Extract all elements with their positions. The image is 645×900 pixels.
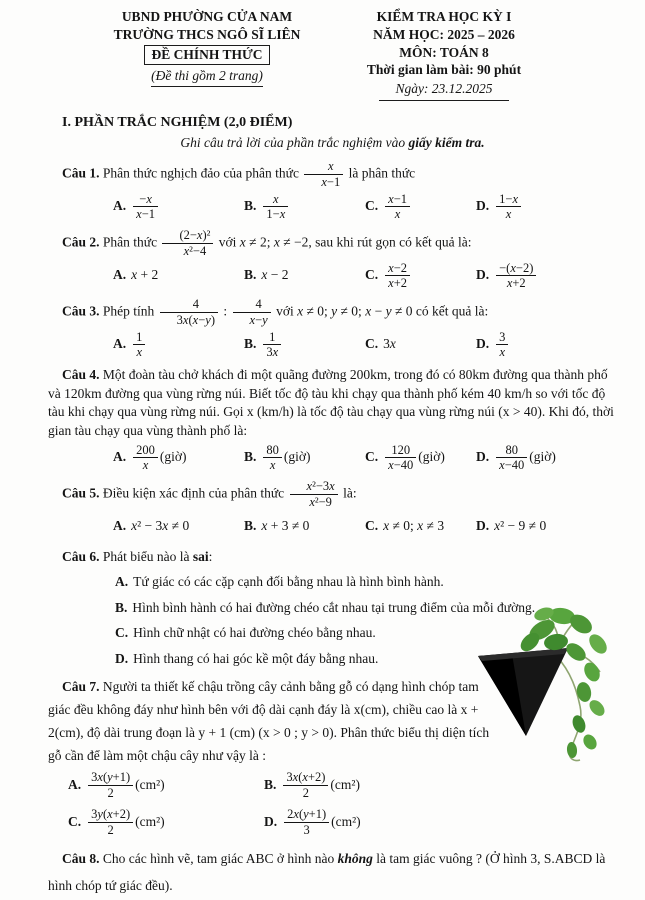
question-5-stem: Câu 5. Điều kiện xác định của phân thức $\frac{\text{x²−3x}}{\text{x²−9}}$ là:	[62, 479, 357, 509]
question-4-stem: Câu 4. Một đoàn tàu chở khách đi một quãng đường 200km, trong đó có 80km đường qua thành phố và 120km đường qua vùng rừng núi. Biết tốc độ tàu khi chạy qua thành phố kém 40 km/h so với tốc độ tàu khi chạy qua vùng rừng núi. Gọi x (km/h) là tốc độ tàu chạy qua vùng rừng núi (x > 40). Khi đó, thời gian tàu chạy qua vùng thành phố là:	[48, 367, 614, 438]
option-label: A.	[113, 336, 127, 352]
question-4-options	[113, 443, 617, 474]
duration: Thời gian làm bài: 90 phút	[366, 62, 522, 78]
option-content: Hình bình hành có hai đường chéo cắt nhau tại trung điểm của mỗi đường.	[132, 599, 536, 615]
fraction: $\frac{\text{(2−x)²}}{\text{x²−4}}$	[162, 228, 213, 259]
exam-info-block	[350, 8, 538, 101]
option-label: C.	[115, 625, 129, 641]
math-expression: x + 3 ≠ 0	[261, 518, 310, 534]
option-label: D.	[476, 198, 490, 214]
option-label: C.	[365, 198, 379, 214]
fraction: $\frac{4}{x-y}$	[233, 297, 271, 328]
math-expression: x² − 9 ≠ 0	[494, 518, 547, 534]
option-a	[113, 192, 244, 223]
option-label: D.	[476, 449, 490, 465]
option-label: D.	[476, 336, 490, 352]
option-a	[113, 330, 244, 361]
option-c	[365, 261, 476, 292]
option-content	[261, 330, 283, 361]
question-5	[48, 479, 617, 542]
issuer-block	[66, 8, 348, 87]
fraction: $\frac{x}{x-1}$	[304, 159, 343, 190]
fraction: $\frac{3x(y+1)}{2}$	[88, 770, 133, 801]
fraction: $\frac{x-2}{x+2}$	[385, 261, 410, 292]
fraction: $\frac{x}{1-x}$	[263, 192, 288, 223]
exam-title: KIỂM TRA HỌC KỲ I	[376, 9, 512, 24]
math-expression: x ≠ 0; y ≠ 0; x − y ≠ 0	[297, 303, 413, 319]
option-label: D.	[476, 267, 490, 283]
option-label: C.	[365, 449, 379, 465]
question-4	[48, 366, 617, 473]
option-c	[365, 512, 476, 542]
option-d	[476, 330, 615, 361]
question-7-options	[68, 770, 617, 839]
question-8	[48, 845, 617, 900]
option-c	[365, 443, 476, 474]
option-content	[131, 330, 147, 361]
option-content	[494, 192, 523, 223]
question-8-stem: Câu 8. Cho các hình vẽ, tam giác ABC ở hình nào không là tam giác vuông ? (Ở hình 3, S.ABCD là hình chóp tứ giác đều).	[48, 850, 606, 894]
math-expression: x + 2	[131, 267, 159, 283]
question-3	[48, 297, 617, 360]
plant-figure	[468, 594, 638, 774]
option-d	[476, 261, 615, 292]
option-label: B.	[264, 777, 277, 793]
option-content	[494, 517, 546, 536]
question-1-stem: Câu 1. Phân thức nghịch đảo của phân thức $\frac{x}{x-1}$ là phân thức	[62, 159, 416, 189]
option-label: B.	[244, 267, 257, 283]
option-content	[383, 335, 396, 354]
option-label: D.	[264, 814, 278, 830]
emphasized-text: sai	[192, 548, 209, 564]
question-label: Câu 2.	[62, 234, 103, 250]
exam-date: Ngày: 23.12.2025	[379, 80, 508, 101]
option-label: A.	[113, 449, 127, 465]
option-d	[264, 807, 488, 839]
fraction: $\frac{80}{x-40}$	[496, 443, 527, 474]
option-c	[68, 807, 264, 839]
math-expression: x ≠ 0; x ≠ 3	[383, 518, 445, 534]
question-7-stem: Câu 7. Người ta thiết kế chậu trồng cây cảnh bằng gỗ có dạng hình chóp tam giác đều không đáy như hình bên với độ dài cạnh đáy là x(cm), chiều cao là x + 2(cm), độ dài trung đoạn là y + 1 (cm) (x > 0 ; y > 0). Phân thức biểu thị diện tích gỗ cần để làm một chậu cây như vậy là :	[48, 678, 490, 764]
option-b	[244, 261, 365, 291]
school-year: NĂM HỌC: 2025 – 2026	[373, 26, 515, 42]
option-content	[261, 266, 288, 285]
question-label: Câu 7.	[62, 678, 103, 694]
official-exam-stamp: ĐỀ CHÍNH THỨC	[144, 45, 269, 66]
page-count-note: (Đề thi gồm 2 trang)	[151, 67, 263, 87]
fraction: $\frac{1}{x}$	[133, 330, 145, 361]
option-label: C.	[365, 518, 379, 534]
question-3-stem: Câu 3. Phép tính $\frac{4}{3x(x-y)}$ : $\frac{4}{x-y}$ với x ≠ 0; y ≠ 0; x − y ≠ 0 có kết quả là:	[62, 297, 489, 327]
question-6-stem: Câu 6. Phát biểu nào là sai:	[62, 548, 213, 564]
option-content	[261, 192, 290, 223]
option-content	[383, 261, 412, 292]
math-expression: x − 2	[261, 267, 289, 283]
section-instruction	[48, 134, 617, 153]
math-expression: 3x	[383, 336, 396, 352]
option-content: $\frac{200}{x}$ (giờ)	[131, 443, 186, 474]
option-content: $\frac{3x(y+1)}{2}$ (cm²)	[86, 770, 165, 801]
option-a	[113, 443, 244, 474]
option-content	[131, 192, 160, 223]
option-content: $\frac{3y(x+2)}{2}$ (cm²)	[86, 807, 165, 838]
fraction: $\frac{-(x-2)}{x+2}$	[496, 261, 536, 292]
option-content: $\frac{80}{x}$ (giờ)	[261, 443, 310, 474]
exam-header	[48, 8, 617, 101]
questions-list	[48, 159, 617, 900]
option-c	[365, 192, 476, 223]
question-3-options	[113, 330, 617, 361]
option-label: A.	[113, 267, 127, 283]
question-1	[48, 159, 617, 222]
fraction: $\frac{4}{3x(x-y)}$	[160, 297, 218, 328]
question-label: Câu 4.	[62, 367, 103, 382]
option-content	[261, 517, 309, 536]
fraction: $\frac{3}{x}$	[496, 330, 508, 361]
fraction: $\frac{\text{x²−3x}}{\text{x²−9}}$	[290, 479, 338, 510]
option-content: $\frac{120}{x-40}$ (giờ)	[383, 443, 445, 474]
option-content: $\frac{2x(y+1)}{3}$ (cm²)	[282, 807, 361, 838]
option-label: A.	[115, 574, 129, 590]
question-2-stem: Câu 2. Phân thức $\frac{\text{(2−x)²}}{\text{x²−4}}$ với x ≠ 2; x ≠ −2, sau khi rút gọn có kết quả là:	[62, 228, 472, 258]
question-2	[48, 228, 617, 291]
option-label: B.	[244, 449, 257, 465]
option-d	[476, 443, 615, 474]
fraction: $\frac{2x(y+1)}{3}$	[284, 807, 329, 838]
math-expression: x ≠ 2; x ≠ −2	[239, 234, 309, 250]
fraction: $\frac{1}{3x}$	[263, 330, 281, 361]
option-content: Tứ giác có các cặp cạnh đối bằng nhau là hình bình hành.	[133, 574, 444, 590]
instruction-emphasis: giấy kiểm tra.	[408, 135, 485, 151]
option-label: B.	[244, 198, 257, 214]
option-b	[244, 330, 365, 361]
question-1-options	[113, 192, 617, 223]
option-b	[244, 192, 365, 223]
math-expression: x² − 3x ≠ 0	[131, 518, 190, 534]
fraction: $\frac{80}{x}$	[263, 443, 282, 474]
option-label: A.	[113, 198, 127, 214]
fraction: $\frac{3y(x+2)}{2}$	[88, 807, 133, 838]
school-name: TRƯỜNG THCS NGÔ SĨ LIÊN	[113, 26, 301, 42]
option-label: B.	[244, 336, 257, 352]
option-b	[244, 443, 365, 474]
section-title: I. PHẦN TRẮC NGHIỆM (2,0 ĐIỂM)	[62, 115, 293, 131]
option-label: D.	[476, 518, 490, 534]
question-label: Câu 1.	[62, 165, 103, 181]
question-2-options	[113, 261, 617, 292]
instruction-text: Ghi câu trả lời của phần trắc nghiệm vào	[180, 135, 409, 151]
option-content	[131, 266, 158, 285]
option-label: B.	[115, 599, 128, 615]
question-label: Câu 5.	[62, 485, 103, 501]
option-b	[264, 770, 488, 802]
issuer-authority: UBND PHƯỜNG CỬA NAM	[121, 9, 293, 24]
option-label: D.	[115, 651, 129, 666]
option-content: $\frac{3x(x+2)}{2}$ (cm²)	[281, 770, 360, 801]
option-c	[365, 330, 476, 360]
emphasized-text: không	[337, 850, 373, 866]
option-content	[383, 192, 412, 223]
option-a	[113, 261, 244, 291]
option-label: C.	[68, 814, 82, 830]
option-content	[494, 261, 538, 292]
fraction: $\frac{120}{x-40}$	[385, 443, 416, 474]
fraction: $\frac{200}{x}$	[133, 443, 158, 474]
option-label: B.	[244, 518, 257, 534]
option-label: A.	[113, 518, 127, 534]
option-label: A.	[68, 777, 82, 793]
option-label: C.	[365, 336, 379, 352]
option-content	[383, 517, 444, 536]
option-d	[476, 192, 615, 223]
option-a	[115, 573, 617, 592]
question-5-options	[113, 512, 617, 542]
question-label: Câu 8.	[62, 850, 103, 866]
option-content: Hình thang có hai góc kề một đáy bằng nhau.	[133, 651, 379, 666]
option-d	[476, 512, 615, 542]
fraction: $\frac{3x(x+2)}{2}$	[283, 770, 328, 801]
option-content: $\frac{80}{x-40}$ (giờ)	[494, 443, 556, 474]
option-a	[68, 770, 264, 802]
fraction: $\frac{1-x}{x}$	[496, 192, 521, 223]
question-label: Câu 3.	[62, 303, 103, 319]
fraction: $\frac{-x}{x-1}$	[133, 192, 158, 223]
option-content	[131, 517, 189, 536]
option-b	[244, 512, 365, 542]
option-content	[494, 330, 510, 361]
fraction: $\frac{x-1}{x}$	[385, 192, 410, 223]
option-label: C.	[365, 267, 379, 283]
subject: MÔN: TOÁN 8	[399, 44, 489, 60]
option-a	[113, 512, 244, 542]
triangular-pot	[478, 648, 568, 736]
question-label: Câu 6.	[62, 548, 103, 564]
option-content: Hình chữ nhật có hai đường chéo bằng nhau.	[133, 625, 376, 641]
